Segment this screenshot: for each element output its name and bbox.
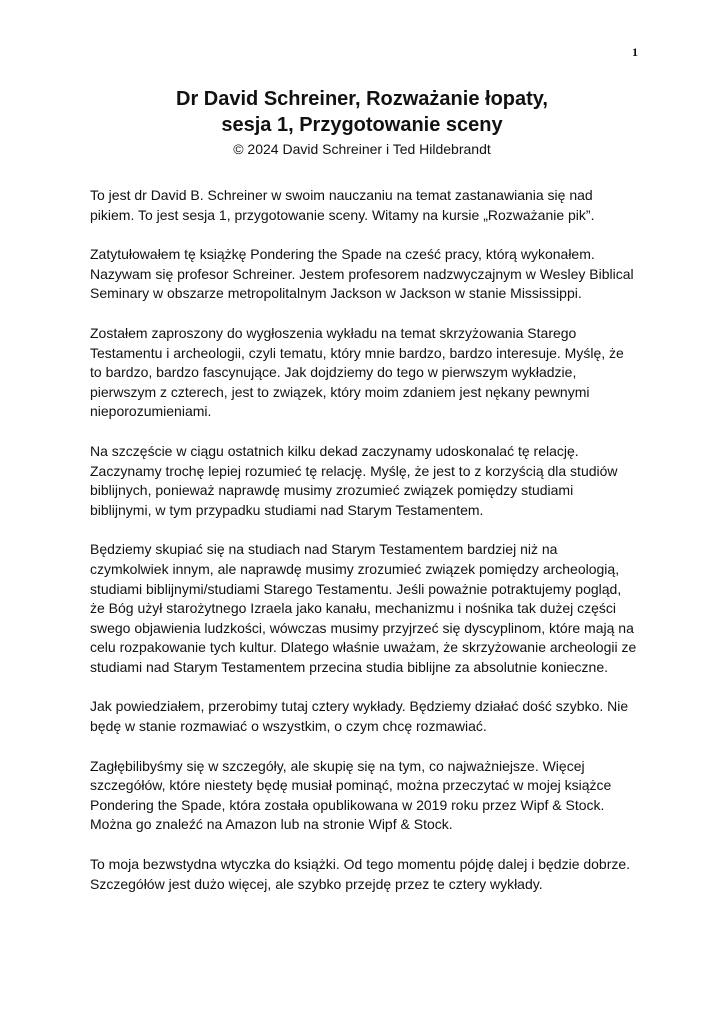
paragraph: Zostałem zaproszony do wygłoszenia wykładu na temat skrzyżowania Starego Testamentu i archeologii, czyli tematu, który mnie bardzo, bardzo interesuje. Myślę, że to bardzo, bardzo fascynujące. Jak dojdziemy do tego w pierwszym wykładzie, pierwszym z czterech, jest to związek, który moim zdaniem jest nękany pewnymi nieporozumieniami. <box>90 324 624 420</box>
document-title-line-1: Dr David Schreiner, Rozważanie łopaty, <box>176 88 548 110</box>
paragraph: Na szczęście w ciągu ostatnich kilku dekad zaczynamy udoskonalać tę relację. Zaczynamy trochę lepiej rozumieć tę relację. Myślę, że jest to z korzyścią dla studiów biblijnych, ponieważ naprawdę musimy zrozumieć związek pomiędzy studiami biblijnymi, w tym przypadku studiami nad Starym Testamentem. <box>90 442 618 518</box>
paragraph: Jak powiedziałem, przerobimy tutaj cztery wykłady. Będziemy działać dość szybko. Nie będę w stanie rozmawiać o wszystkim, o czym chcę rozmawiać. <box>90 698 629 735</box>
paragraph: Będziemy skupiać się na studiach nad Starym Testamentem bardziej niż na czymkolwiek innym, ale naprawdę musimy zrozumieć związek pomiędzy archeologią, studiami biblijnymi/studiami Starego Testamentu. Jeśli poważnie potraktujemy pogląd, że Bóg użył starożytnego Izraela jako kanału, mechanizmu i nośnika tak dużej części swego objawienia ludzkości, wówczas musimy przyjrzeć się dyscyplinom, które mają na celu rozpakowanie tych kultur. Dlatego właśnie uważam, że skrzyżowanie archeologii ze studiami nad Starym Testamentem przecina studia biblijne za absolutnie konieczne. <box>90 541 637 675</box>
page-number: 1 <box>632 45 638 59</box>
document-header <box>0 86 724 158</box>
paragraph: Zagłębilibyśmy się w szczegóły, ale skupię się na tym, co najważniejsze. Więcej szczegółów, które niestety będę musiał pominąć, można przeczytać w mojej książce Pondering the Spade, która została opublikowana w 2019 roku przez Wipf & Stock. Można go znaleźć na Amazon lub na stronie Wipf & Stock. <box>90 757 612 833</box>
paragraph: Zatytułowałem tę książkę Pondering the Spade na cześć pracy, którą wykonałem. Nazywam się profesor Schreiner. Jestem profesorem nadzwyczajnym w Wesley Biblical Seminary w obszarze metropolitalnym Jackson w Jackson w stanie Mississippi. <box>90 246 634 302</box>
document-title-line-2: sesja 1, Przygotowanie sceny <box>221 114 503 136</box>
paragraph: To moja bezwstydna wtyczka do książki. Od tego momentu pójdę dalej i będzie dobrze. Szczegółów jest dużo więcej, ale szybko przejdę przez te cztery wykłady. <box>90 856 631 892</box>
document-body <box>90 186 638 914</box>
copyright-line: © 2024 David Schreiner i Ted Hildebrandt <box>233 141 491 157</box>
paragraph: To jest dr David B. Schreiner w swoim nauczaniu na temat zastanawiania się nad pikiem. To jest sesja 1, przygotowanie sceny. Witamy na kursie „Rozważanie pik”. <box>90 187 595 223</box>
